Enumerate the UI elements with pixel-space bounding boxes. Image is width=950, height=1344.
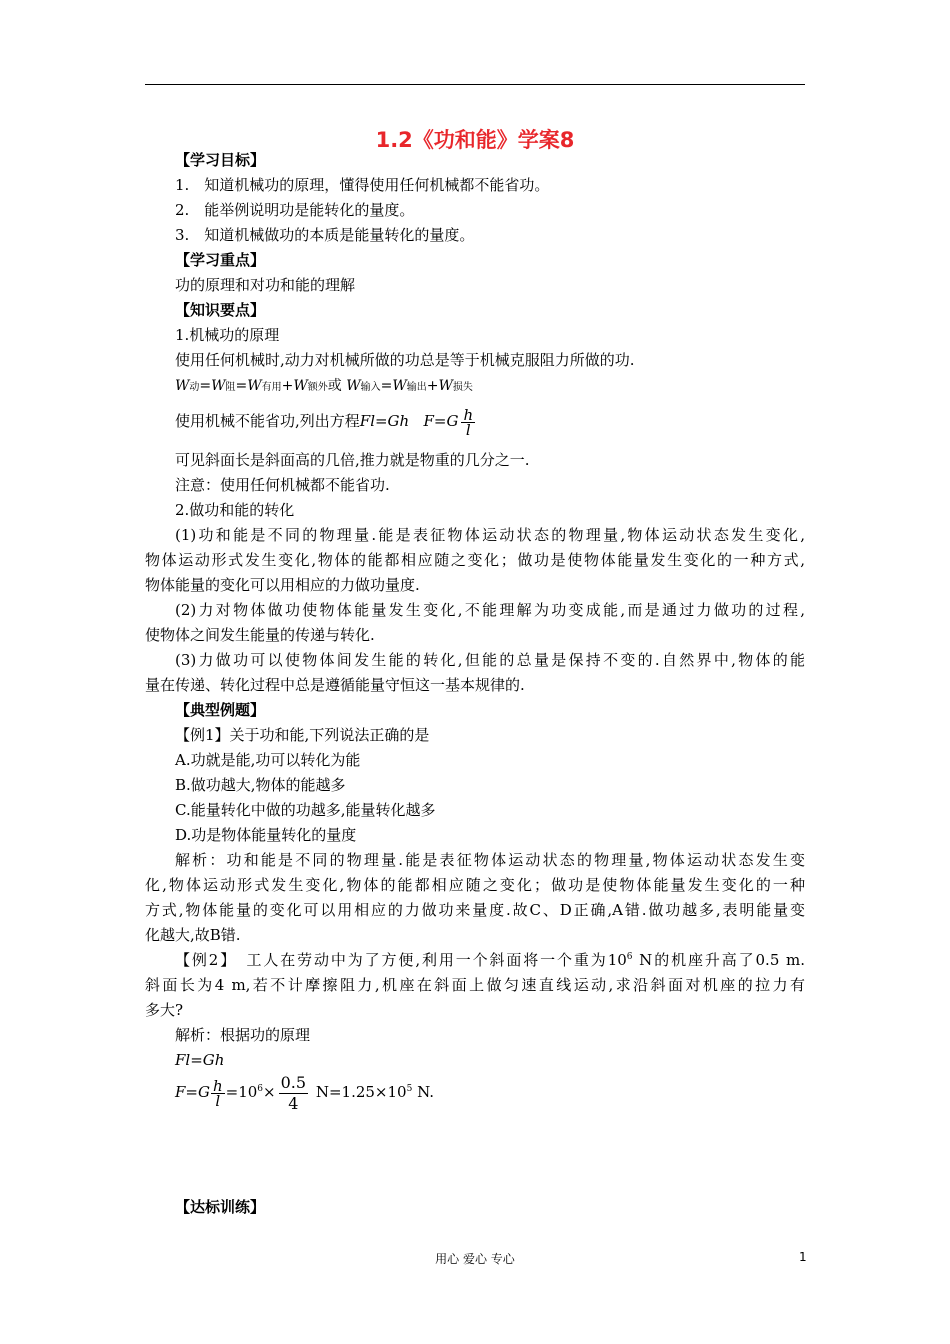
example1-option-b: B.做功越大,物体的能越多 <box>175 776 346 794</box>
example2-eq2: F=G $\frac{h}{l}$ $=10^6\times$ $\frac{0.5}{4}$ $N=1.25\times 10^5$ N. <box>175 1072 435 1113</box>
header-rule <box>145 84 805 85</box>
section1-line1: 使用任何机械时,动力对机械所做的功总是等于机械克服阻力所做的功. <box>175 351 635 369</box>
goal-item-2: 2. 能举例说明功是能转化的量度。 <box>175 201 415 219</box>
example1-question: 【例1】关于功和能,下列说法正确的是 <box>175 726 430 744</box>
para1-line3: 物体能量的变化可以用相应的力做功量度. <box>145 576 420 594</box>
example1-option-c: C.能量转化中做的功越多,能量转化越多 <box>175 801 436 819</box>
para2-line2: 使物体之间发生能量的传递与转化. <box>145 626 375 644</box>
focus-text: 功的原理和对功和能的理解 <box>175 276 356 294</box>
section1-line3: 使用机械不能省功,列出方程Fl=Gh F=G $\frac{h}{l}$ <box>175 405 474 439</box>
section2-title: 2.做功和能的转化 <box>175 501 295 519</box>
example1-option-d: D.功是物体能量转化的量度 <box>175 826 357 844</box>
work-formula: W动=W阻=W有用+W额外或 W输入=W输出+W损失 <box>175 378 473 394</box>
example1-analysis-line1: 解析：功和能是不同的物理量.能是表征物体运动状态的物理量,物体运动状态发生变 <box>175 851 805 869</box>
fraction-h-over-l: $\frac{h}{l}$ <box>463 405 474 439</box>
page-title: 1.2《功和能》学案8 <box>375 128 575 152</box>
para3-line2: 量在传递、转化过程中总是遵循能量守恒这一基本规律的. <box>145 676 525 694</box>
example2-analysis: 解析：根据功的原理 <box>175 1026 311 1044</box>
example1-option-a: A.功就是能,功可以转化为能 <box>175 751 361 769</box>
examples-heading: 【典型例题】 <box>175 701 266 719</box>
knowledge-heading: 【知识要点】 <box>175 301 266 319</box>
focus-heading: 【学习重点】 <box>175 251 266 269</box>
example2-eq1: Fl=Gh <box>175 1051 225 1069</box>
para1-line1: (1)功和能是不同的物理量.能是表征物体运动状态的物理量,物体运动状态发生变化, <box>175 526 805 544</box>
example2-question-line2: 斜面长为4 m,若不计摩擦阻力,机座在斜面上做匀速直线运动,求沿斜面对机座的拉力有 <box>145 976 805 994</box>
fraction-h-over-l-2: $\frac{h}{l}$ <box>212 1076 223 1110</box>
fraction-05-over-4: $\frac{0.5}{4}$ <box>280 1072 307 1113</box>
goal-item-3: 3. 知道机械做功的本质是能量转化的量度。 <box>175 226 475 244</box>
section1-line4: 可见斜面长是斜面高的几倍,推力就是物重的几分之一. <box>175 451 530 469</box>
example1-analysis-line3: 方式,物体能量的变化可以用相应的力做功来量度.故C、D正确,A错.做功越多,表明能量变 <box>145 901 805 919</box>
para1-line2: 物体运动形式发生变化,物体的能都相应随之变化；做功是使物体能量发生变化的一种方式, <box>145 551 805 569</box>
example1-analysis-line2: 化,物体运动形式发生变化,物体的能都相应随之变化；做功是使物体能量发生变化的一种 <box>145 876 805 894</box>
section1-title: 1.机械功的原理 <box>175 326 280 344</box>
practice-heading: 【达标训练】 <box>175 1198 266 1216</box>
goals-heading: 【学习目标】 <box>175 151 266 169</box>
goal-item-1: 1. 知道机械功的原理，懂得使用任何机械都不能省功。 <box>175 176 550 194</box>
para2-line1: (2)力对物体做功使物体能量发生变化,不能理解为功变成能,而是通过力做功的过程, <box>175 601 805 619</box>
page-number: 1 <box>799 1250 807 1264</box>
example2-question-line1: 【例2】 工人在劳动中为了方便,利用一个斜面将一个重为$10^6$ N的机座升高了0.5 m. <box>175 951 806 969</box>
section1-line5: 注意：使用任何机械都不能省功. <box>175 476 390 494</box>
example2-question-line3: 多大? <box>145 1001 184 1019</box>
example1-analysis-line4: 化越大,故B错. <box>145 926 241 944</box>
para3-line1: (3)力做功可以使物体间发生能的转化,但能的总量是保持不变的.自然界中,物体的能 <box>175 651 805 669</box>
footer-text: 用心 爱心 专心 <box>435 1252 515 1266</box>
